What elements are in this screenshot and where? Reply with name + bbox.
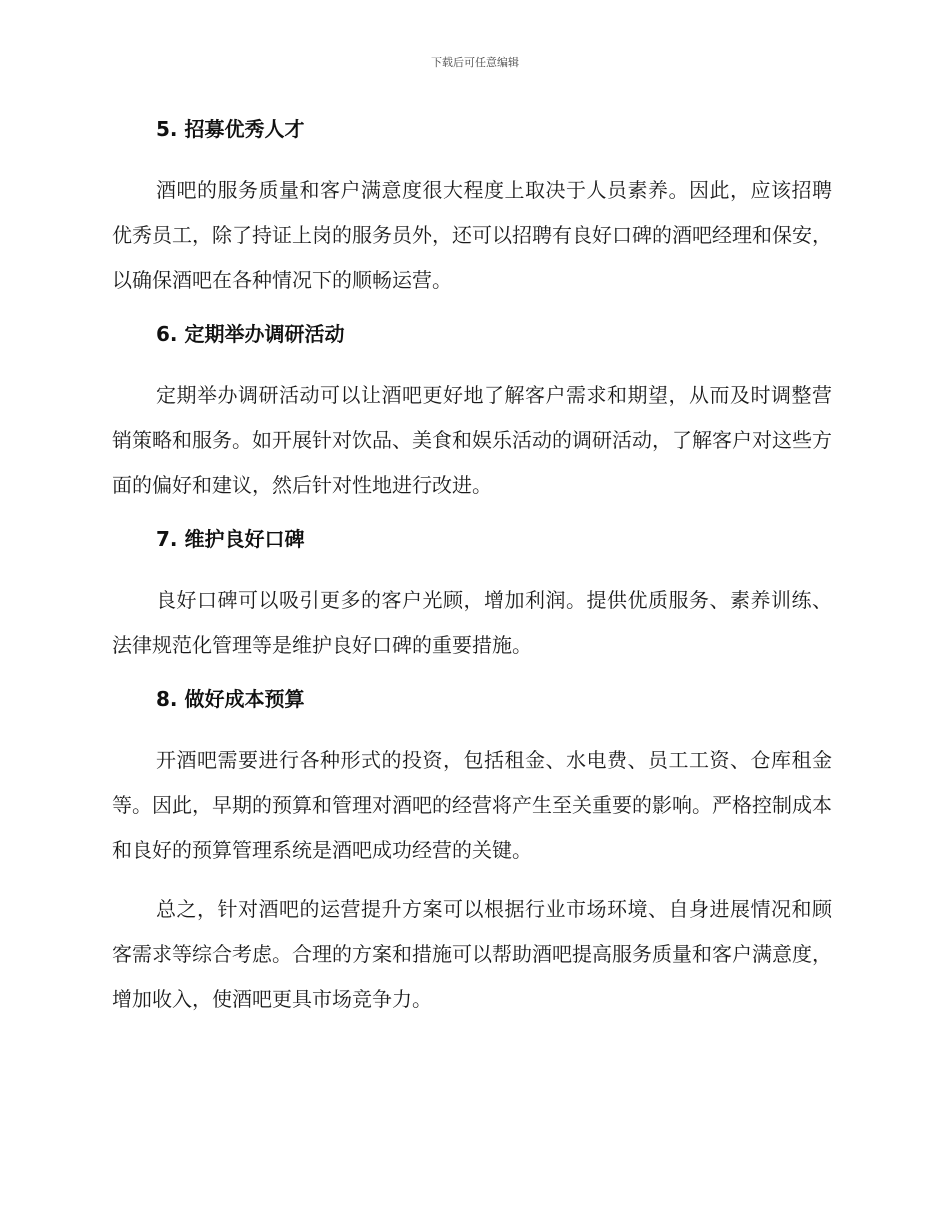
section-heading: 6. 定期举办调研活动 [156,322,345,346]
section-paragraph: 定期举办调研活动可以让酒吧更好地了解客户需求和期望，从而及时调整营销策略和服务。如开展针对饮品、美食和娱乐活动的调研活动，了解客户对这些方面的偏好和建议，然后针对性地进行改进。 [112,383,832,497]
section-paragraph: 酒吧的服务质量和客户满意度很大程度上取决于人员素养。因此，应该招聘优秀员工，除了持证上岗的服务员外，还可以招聘有良好口碑的酒吧经理和保安，以确保酒吧在各种情况下的顺畅运营。 [112,178,832,292]
conclusion-paragraph: 总之，针对酒吧的运营提升方案可以根据行业市场环境、自身进展情况和顾客需求等综合考虑。合理的方案和措施可以帮助酒吧提高服务质量和客户满意度，增加收入，使酒吧更具市场竞争力。 [112,897,832,1011]
section-heading: 5. 招募优秀人才 [156,117,305,141]
section-heading: 7. 维护良好口碑 [156,527,305,551]
header-note: 下载后可任意编辑 [431,56,519,69]
section-paragraph: 良好口碑可以吸引更多的客户光顾，增加利润。提供优质服务、素养训练、法律规范化管理等是维护良好口碑的重要措施。 [112,588,832,657]
section-paragraph: 开酒吧需要进行各种形式的投资，包括租金、水电费、员工工资、仓库租金等。因此，早期的预算和管理对酒吧的经营将产生至关重要的影响。严格控制成本和良好的预算管理系统是酒吧成功经营的关键。 [112,748,832,862]
section-heading: 8. 做好成本预算 [156,687,305,711]
document-body [112,112,832,1022]
